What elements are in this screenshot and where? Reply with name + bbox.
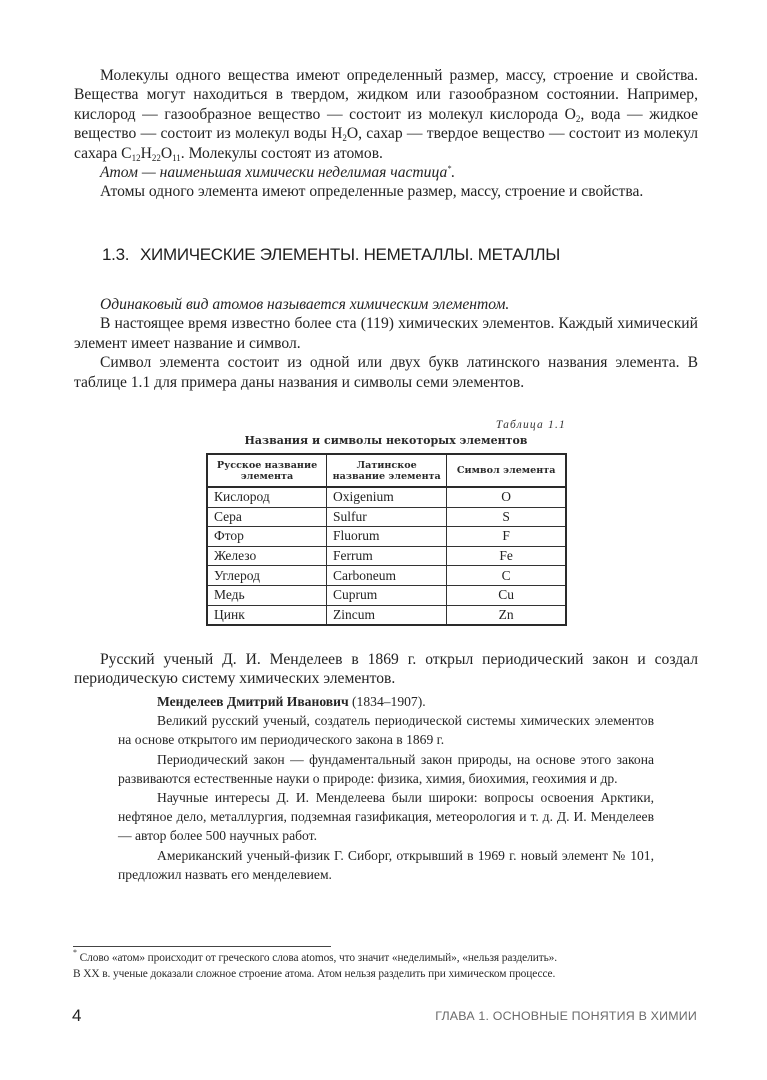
paragraph-molecules — [74, 66, 698, 163]
cell-symbol: F — [447, 527, 566, 547]
footnote-mark: * — [73, 948, 77, 957]
text-run: . Молекулы состоят из атомов. — [180, 144, 383, 162]
header-symbol: Символ элемента — [447, 454, 566, 487]
bio-paragraph: Периодический закон — фундаментальный закон природы, на основе этого закона развиваются естественные науки о природе: физика, химия, биохимия, геохимия и др. — [118, 751, 654, 786]
table-row — [207, 585, 566, 605]
cell-latin: Zincum — [327, 605, 447, 625]
text-run: H — [140, 144, 152, 162]
section-title: ХИМИЧЕСКИЕ ЭЛЕМЕНТЫ. НЕМЕТАЛЛЫ. МЕТАЛЛЫ — [140, 245, 561, 264]
cell-russian: Цинк — [207, 605, 327, 625]
biography-box — [118, 692, 654, 884]
definition-text: Атом — наименьшая химически неделимая частица — [100, 164, 448, 182]
footnote-divider — [73, 946, 331, 947]
paragraph-atoms: Атомы одного элемента имеют определенные размер, массу, строение и свойства. — [100, 183, 644, 201]
running-head: ГЛАВА 1. ОСНОВНЫЕ ПОНЯТИЯ В ХИМИИ — [435, 1009, 697, 1023]
bio-paragraph: Американский ученый-физик Г. Сиборг, открывший в 1969 г. новый элемент № 101, предложил назвать его менделевием. — [118, 847, 654, 882]
table-caption: Таблица 1.1 — [495, 419, 566, 431]
cell-russian: Медь — [207, 585, 327, 605]
cell-symbol: O — [447, 487, 566, 507]
cell-latin: Oxigenium — [327, 487, 447, 507]
paragraph-atom-definition — [74, 163, 698, 182]
table-title: Названия и символы некоторых элементов — [244, 434, 528, 447]
text-run: O — [160, 144, 173, 162]
cell-latin: Ferrum — [327, 546, 447, 566]
cell-russian: Кислород — [207, 487, 327, 507]
cell-symbol: Cu — [447, 585, 566, 605]
elements-table — [206, 453, 567, 626]
bio-years: (1834–1907). — [348, 694, 426, 709]
text-run: , вода — жидкое вещество — состоит из молекул воды H — [74, 105, 698, 143]
cell-symbol: C — [447, 566, 566, 586]
cell-russian: Железо — [207, 546, 327, 566]
subscript: 22 — [151, 152, 161, 163]
footnote — [73, 950, 713, 982]
cell-symbol: S — [447, 507, 566, 527]
cell-latin: Fluorum — [327, 527, 447, 547]
text-run: O, сахар — твердое вещество — состоит из молекул сахара C — [74, 125, 698, 162]
cell-russian: Фтор — [207, 527, 327, 547]
cell-symbol: Fe — [447, 546, 566, 566]
cell-russian: Углерод — [207, 566, 327, 586]
table-row — [207, 566, 566, 586]
bio-paragraph: Великий русский ученый, создатель периодической системы химических элементов на основе открытого им периодического закона в 1869 г. — [118, 713, 654, 748]
header-russian-name: Русское название элемента — [207, 454, 327, 487]
intro-text — [74, 66, 698, 202]
subscript: 11 — [172, 152, 181, 163]
cell-symbol: Zn — [447, 605, 566, 625]
table-row — [207, 507, 566, 527]
bio-paragraph: Научные интересы Д. И. Менделеева были широки: вопросы освоения Арктики, нефтяное дело, металлургия, подземная газификация, метеорология и т. д. Д. И. Менделеев — автор более 500 научных работ. — [118, 790, 654, 844]
header-latin-name: Латинское название элемента — [327, 454, 447, 487]
bio-name: Менделеев Дмитрий Иванович — [157, 694, 349, 709]
cell-russian: Сера — [207, 507, 327, 527]
table-row — [207, 546, 566, 566]
table-row — [207, 487, 566, 507]
after-table-text — [74, 650, 698, 689]
subscript: 2 — [342, 133, 347, 144]
footnote-line: В XX в. ученые доказали сложное строение атома. Атом нельзя разделить при химическом процессе. — [73, 968, 556, 980]
paragraph-element-symbol: Символ элемента состоит из одной или двух букв латинского названия элемента. В таблице 1.1 для примера даны названия и символы семи элементов. — [74, 354, 698, 391]
table-row — [207, 527, 566, 547]
paragraph-element-count: В настоящее время известно более ста (119) химических элементов. Каждый химический элемент имеет название и символ. — [74, 315, 698, 352]
subscript: 12 — [131, 152, 141, 163]
footnote-text: Слово «атом» происходит от греческого слова atomos, что значит «неделимый», «нельзя разделить». — [76, 952, 558, 964]
text-run: . — [451, 164, 456, 182]
bio-heading — [118, 692, 654, 711]
cell-latin: Cuprum — [327, 585, 447, 605]
paragraph-mendeleev: Русский ученый Д. И. Менделеев в 1869 г. открыл периодический закон и создал периодическую систему химических элементов. — [74, 651, 698, 688]
cell-latin: Carboneum — [327, 566, 447, 586]
section-text — [74, 295, 698, 392]
paragraph-element-definition: Одинаковый вид атомов называется химическим элементом. — [100, 296, 510, 313]
cell-latin: Sulfur — [327, 507, 447, 527]
table-header-row — [207, 454, 566, 487]
page-number: 4 — [72, 1006, 82, 1025]
footnote-marker[interactable]: * — [447, 164, 452, 174]
subscript: 2 — [575, 113, 581, 124]
text-run: Молекулы одного вещества имеют определенный размер, массу, строение и свойства. Вещества могут находиться в твердом, жидком или газообразном состоянии. Например, кислород — газообразное вещество — состоит из молекул кислорода O — [74, 67, 698, 123]
section-number: 1.3. — [102, 245, 130, 264]
footnote-line — [73, 950, 713, 966]
table-row — [207, 605, 566, 625]
